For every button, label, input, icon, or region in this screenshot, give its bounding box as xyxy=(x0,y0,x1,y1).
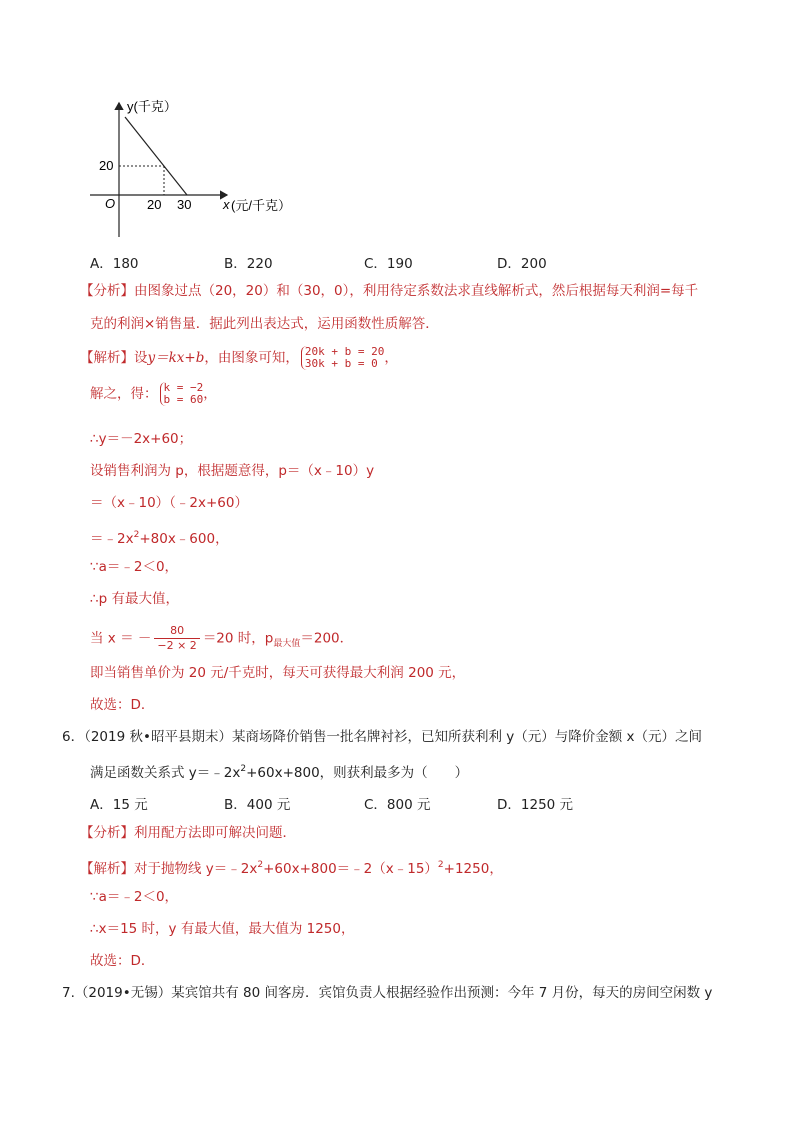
q5-solution-line3: ∴y＝－2x+60； xyxy=(90,431,193,447)
equation: y＝kx+b xyxy=(147,350,205,366)
analysis-text: 由图象过点（20，20）和（30，0），利用待定系数法求直线解析式，然后根据每天利润=每千 xyxy=(134,283,699,299)
solution-text: ，由图象可知， xyxy=(204,350,299,366)
q6-analysis: 【分析】利用配方法即可解决问题． xyxy=(80,825,296,841)
q5-solution-line8: ∴p 有最大值， xyxy=(90,591,179,607)
solution-text: 解之，得： xyxy=(90,386,158,402)
q5-solution-line7: ∵a＝﹣2＜0， xyxy=(90,559,179,575)
q5-option-d: D．200 xyxy=(497,256,547,272)
q5-solution-line10: 即当销售单价为 20 元/千克时，每天可获得最大利润 200 元， xyxy=(90,665,466,681)
equation-system-2: k = −2 b = 60 xyxy=(160,382,204,406)
q5-solution-line1 xyxy=(80,346,398,370)
q6-solution-line1: 【解析】对于抛物线 $y=﹣2x^2+60x+800=﹣2(x﹣15)^2+1250$， xyxy=(80,860,503,877)
q5-solution-line9: 当 x ＝ － $\frac{80}{-2 \times 2}$ ＝20 时，$p_{最大值}=200$． xyxy=(90,624,354,652)
q5-solution-line11: 故选：D． xyxy=(90,697,155,713)
q5-option-c: C．190 xyxy=(364,256,413,272)
x-tick-30: 30 xyxy=(177,197,192,212)
q7-stem-line1: 7.（2019•无锡）某宾馆共有 80 间客房．宾馆负责人根据经验作出预测：今年 7 月份，每天的房间空闲数 y xyxy=(62,985,713,1001)
punctuation: ， xyxy=(203,386,217,402)
q6-option-d: D．1250 元 xyxy=(497,797,574,813)
q5-solution-line4: 设销售利润为 p，根据题意得，p＝（x﹣10）y xyxy=(90,463,375,479)
q6-option-c: C．800 元 xyxy=(364,797,431,813)
x-tick-20: 20 xyxy=(147,197,162,212)
q5-option-a: A．180 xyxy=(90,256,139,272)
solution-text: 设 xyxy=(134,350,148,366)
q6-solution-line3: ∴x＝15 时，y 有最大值，最大值为 1250， xyxy=(90,921,355,937)
analysis-tag: 【分析】 xyxy=(80,283,134,299)
solution-tag: 【解析】 xyxy=(80,350,134,366)
q6-stem-line1: 6．（2019 秋•昭平县期末）某商场降价销售一批名牌衬衫，已知所获利利 y（元）与降价金额 x（元）之间 xyxy=(62,729,703,745)
x-var-label: x xyxy=(223,197,230,212)
punctuation: ， xyxy=(384,350,398,366)
q6-solution-line4: 故选：D． xyxy=(90,953,155,969)
q5-solution-line6: $=﹣2x^2+80x﹣600$， xyxy=(90,530,229,547)
y-tick-20: 20 xyxy=(99,158,114,173)
q6-solution-line2: ∵a＝﹣2＜0， xyxy=(90,889,179,905)
q6-option-a: A．15 元 xyxy=(90,797,148,813)
q5-solution-line5: ＝（x﹣10）（﹣2x+60） xyxy=(90,495,248,511)
q6-option-b: B．400 元 xyxy=(224,797,291,813)
q5-analysis-line2: 克的利润×销售量．据此列出表达式，运用函数性质解答． xyxy=(90,316,439,332)
x-axis-label: (元/千克） xyxy=(231,198,291,213)
function-graph xyxy=(85,95,315,245)
fraction: $\frac{80}{-2 \times 2}$ xyxy=(154,624,199,653)
y-axis-label: y(千克） xyxy=(127,99,177,114)
origin-label: O xyxy=(105,196,116,211)
q5-option-b: B．220 xyxy=(224,256,273,272)
q5-solution-line2 xyxy=(90,382,217,406)
equation-system-1: 20k + b = 20 30k + b = 0 xyxy=(301,346,384,370)
function-line xyxy=(125,117,187,195)
q6-stem-line2: 满足函数关系式 $y=﹣2x^2+60x+800$，则获利最多为（ ） xyxy=(90,764,469,781)
q5-analysis-line1 xyxy=(80,282,698,300)
